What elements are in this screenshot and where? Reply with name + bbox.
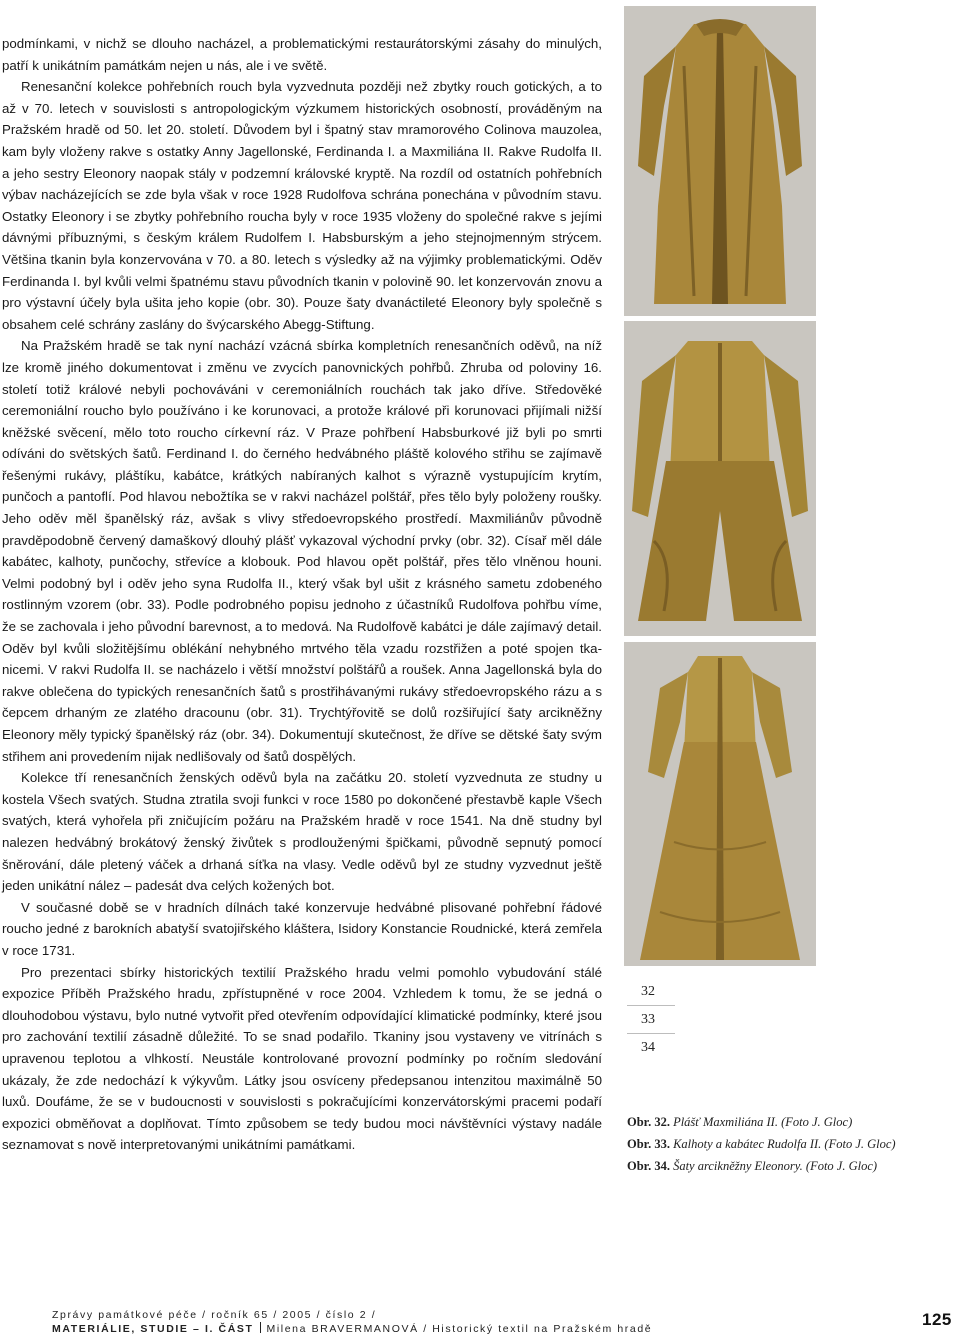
- caption: [627, 1111, 947, 1133]
- photo-jacket-rudolf: [624, 321, 816, 636]
- paragraph: podmínkami, v nichž se dlouho nacházel, a problematickými restaurátorskými zásahy do minulých, patří k unikátním památkám nejen u nás, ale i ve světě.: [2, 36, 602, 73]
- paragraph: Renesanční kolekce pohřebních rouch byla vyzvednuta později než zbytky rouch gotických, a to až v 70. letech v souvislosti s antropologickým výzkumem historických osobností, prováděným na Pražském hradě od 50. let 20. století. Důvodem byl i špatný stav mramorového Colinova mauzolea, kam byly vloženy rakve s ostatky Anny Jagellonské, Ferdinanda I. a Maxmiliána II. Rakve Rudolfa II. a jeho sestry Eleonory naopak stály v podzemní královské kryptě. Na rozdíl od ostatních pohřebních výbav nacházejících se zde byla však v roce 1928 Rudolfova schrána ponechána v původním stavu. Ostatky Eleonory i se zbytky pohřebního roucha byly v roce 1935 vloženy do společné rakve s jejími dávnými příbuznými, s českým králem Rudolfem I. Habsburským a jeho stejnojmenným strýcem. Většina tkanin byla konzervována v 70. a 80. letech s výsledky až na výjimky problematickými. Oděv Ferdinanda I. byl kvůli velmi špatnému stavu původních tkanin v polovině 90. let konzervován znovu a pro výstavní účely byla ušita jeho kopie (obr. 30). Pouze šaty dvanáctileté Eleonory byly společně s obsahem celé schrány zaslány do švýcarského Abegg-Stiftung.: [2, 79, 602, 332]
- author-title: Milena BRAVERMANOVÁ / Historický textil na Pražském hradě: [266, 1323, 653, 1335]
- figure-captions: [627, 1111, 947, 1177]
- caption-text: Šaty arcikněžny Eleonory. (Foto J. Gloc): [673, 1159, 878, 1173]
- paragraph: Pro prezentaci sbírky historických textilií Pražského hradu velmi pomohlo vybudování stálé expozice Příběh Pražského hradu, zpřístupněné v roce 2004. Vzhledem k tomu, že se jedná o dlouhodobou výstavu, bylo nutné vytvořit před otevřením odpovídající klimatické podmínky, které jsou pro zachování textilií zásadně důležité. To se snad podařilo. Tkaniny jsou vystaveny ve vitrínách s upravenou teplotou a vlhkostí. Neustále kontrolované provozní podmínky po ročním sledování ukázaly, že zde nedochází k výkyvům. Látky jsou osvíceny předepsanou intenzitou maximálně 50 luxů. Doufáme, že se v budoucnosti v souvislosti s pokračujícími konzervátorskými pracemi podaří expozici obměňovat a doplňovat. Tímto způsobem se tedy budou moci návštěvníci výstavy nadále seznamovat s nově interpretovanými unikátními památkami.: [2, 964, 602, 1153]
- caption-text: Kalhoty a kabátec Rudolfa II. (Foto J. Gloc): [673, 1137, 896, 1151]
- article-body: [2, 33, 602, 1156]
- divider: [260, 1322, 261, 1333]
- paragraph: V současné době se v hradních dílnách také konzervuje hedvábné plisované pohřební řádové roucho jedné z barokních abatyší svatojiřského kláštera, Isidory Konstancie Roudnické, která zemřela v roce 1731.: [2, 899, 602, 958]
- caption-label: Obr. 34.: [627, 1159, 670, 1173]
- paragraph: Na Pražském hradě se tak nyní nachází vzácná sbírka kompletních renesančních oděvů, na níž lze kromě jiného dokumentovat i změnu ve zvycích panovnických pohřbů. Zhruba od poloviny 16. století totiž králové nebyli pochováváni v ceremoniálních rouchách tak jako dříve. Středověké ceremoniální roucho bylo používáno i ke korunovaci, a protože králové při korunovaci přijímali nižší kněžské svěcení, mělo toto roucho církevní ráz. V Praze pohřbení Habsburkové již byli po smrti odíváni do světských šatů. Ferdinand I. do černého hedvábného pláště kolového střihu se zajímavě řešenými rukávy, pláštíku, kabátce, krátkých nabíraných kalhot s výrazně vystupujícím krytím, punčoch a pantoflí. Pod hlavou nebožtíka se v rakvi nacházel polštář, přes tělo byly položeny roušky. Jeho oděv měl španělský ráz, avšak s vlivy středoevropského prostředí. Maxmiliánův původně pravděpodobně červený damaškový dlouhý plášť vykazoval východní prvky (obr. 32). Císař měl dále kabátec, kalhoty, punčochy, střevíce a klobouk. Pod hlavou opět polštář, přes tělo vlněnou houni. Velmi podobný byl i oděv jeho syna Rudolfa II., který však byl ušit z krásného sametu zdobeného rostlinným vzorem (obr. 33). Podle podrobného popisu jednoho z účastníků Rudolfova pohřbu víme, že se zachovala i jeho původní barevnost, a to medová. Na Rudolfově kabátci je dále zajímavý detail. Oděv byl kvůli složitějšímu oblékání nehybného mrtvého těla vzadu rozstřižen a poté spojen tkanicemi. V rakvi Rudolfa II. se nacházelo i větší množství polštářů a roušek. Anna Jagellonská byla do rakve oblečena do typických renesančních šatů s prostřihávanými rukávy středoevropského rázu a s čepcem drhaným ze zlatého dracounu (obr. 31). Trychtýřovitě se dolů rozšiřující šaty arcikněžny Eleonory měly typický španělský ráz (obr. 34). Dokumentují skutečnost, že dříve se dětské šaty svým střihem ani provedením nijak nedlišovaly od šatů dospělých.: [2, 338, 602, 764]
- caption-text: Plášť Maxmiliána II. (Foto J. Gloc): [673, 1115, 853, 1129]
- caption-label: Obr. 33.: [627, 1137, 670, 1151]
- figure-numbers: [627, 978, 675, 1061]
- photo-dress-eleonora: [624, 642, 816, 966]
- caption: [627, 1155, 947, 1177]
- section-title: MATERIÁLIE, STUDIE – I. ČÁST: [52, 1323, 254, 1335]
- figure-number: 32: [627, 978, 675, 1006]
- paragraph: Kolekce tří renesančních ženských oděvů byla na začátku 20. století vyzvednuta ze studny u kostela Všech svatých. Studna ztratila svoji funkci v roce 1580 po dokončené přestavbě kaple Všech svatých, která vyhořela při zničujícím požáru na Pražském hradě v roce 1541. Na dně studny byl nalezen hedvábný brokátový ženský živůtek s prodlouženými špičkami, původně sepnutý pomocí šněrování, dále pletený váček a drhaná síťka na vlasy. Vedle oděvů byl ze studny vyzvednut ještě jeden unikátní nález – padesát dva celých kožených bot.: [2, 770, 602, 894]
- page-number: 125: [922, 1310, 952, 1329]
- figure-number: 34: [641, 1040, 655, 1055]
- photo-cloak-maximilian: [624, 6, 816, 316]
- journal-line: Zprávy památkové péče / ročník 65 / 2005 / číslo 2 /: [52, 1309, 377, 1321]
- figure-number: 33: [627, 1006, 675, 1034]
- section-line: [52, 1322, 932, 1336]
- caption: [627, 1133, 947, 1155]
- running-footer: [52, 1308, 932, 1336]
- caption-label: Obr. 32.: [627, 1115, 670, 1129]
